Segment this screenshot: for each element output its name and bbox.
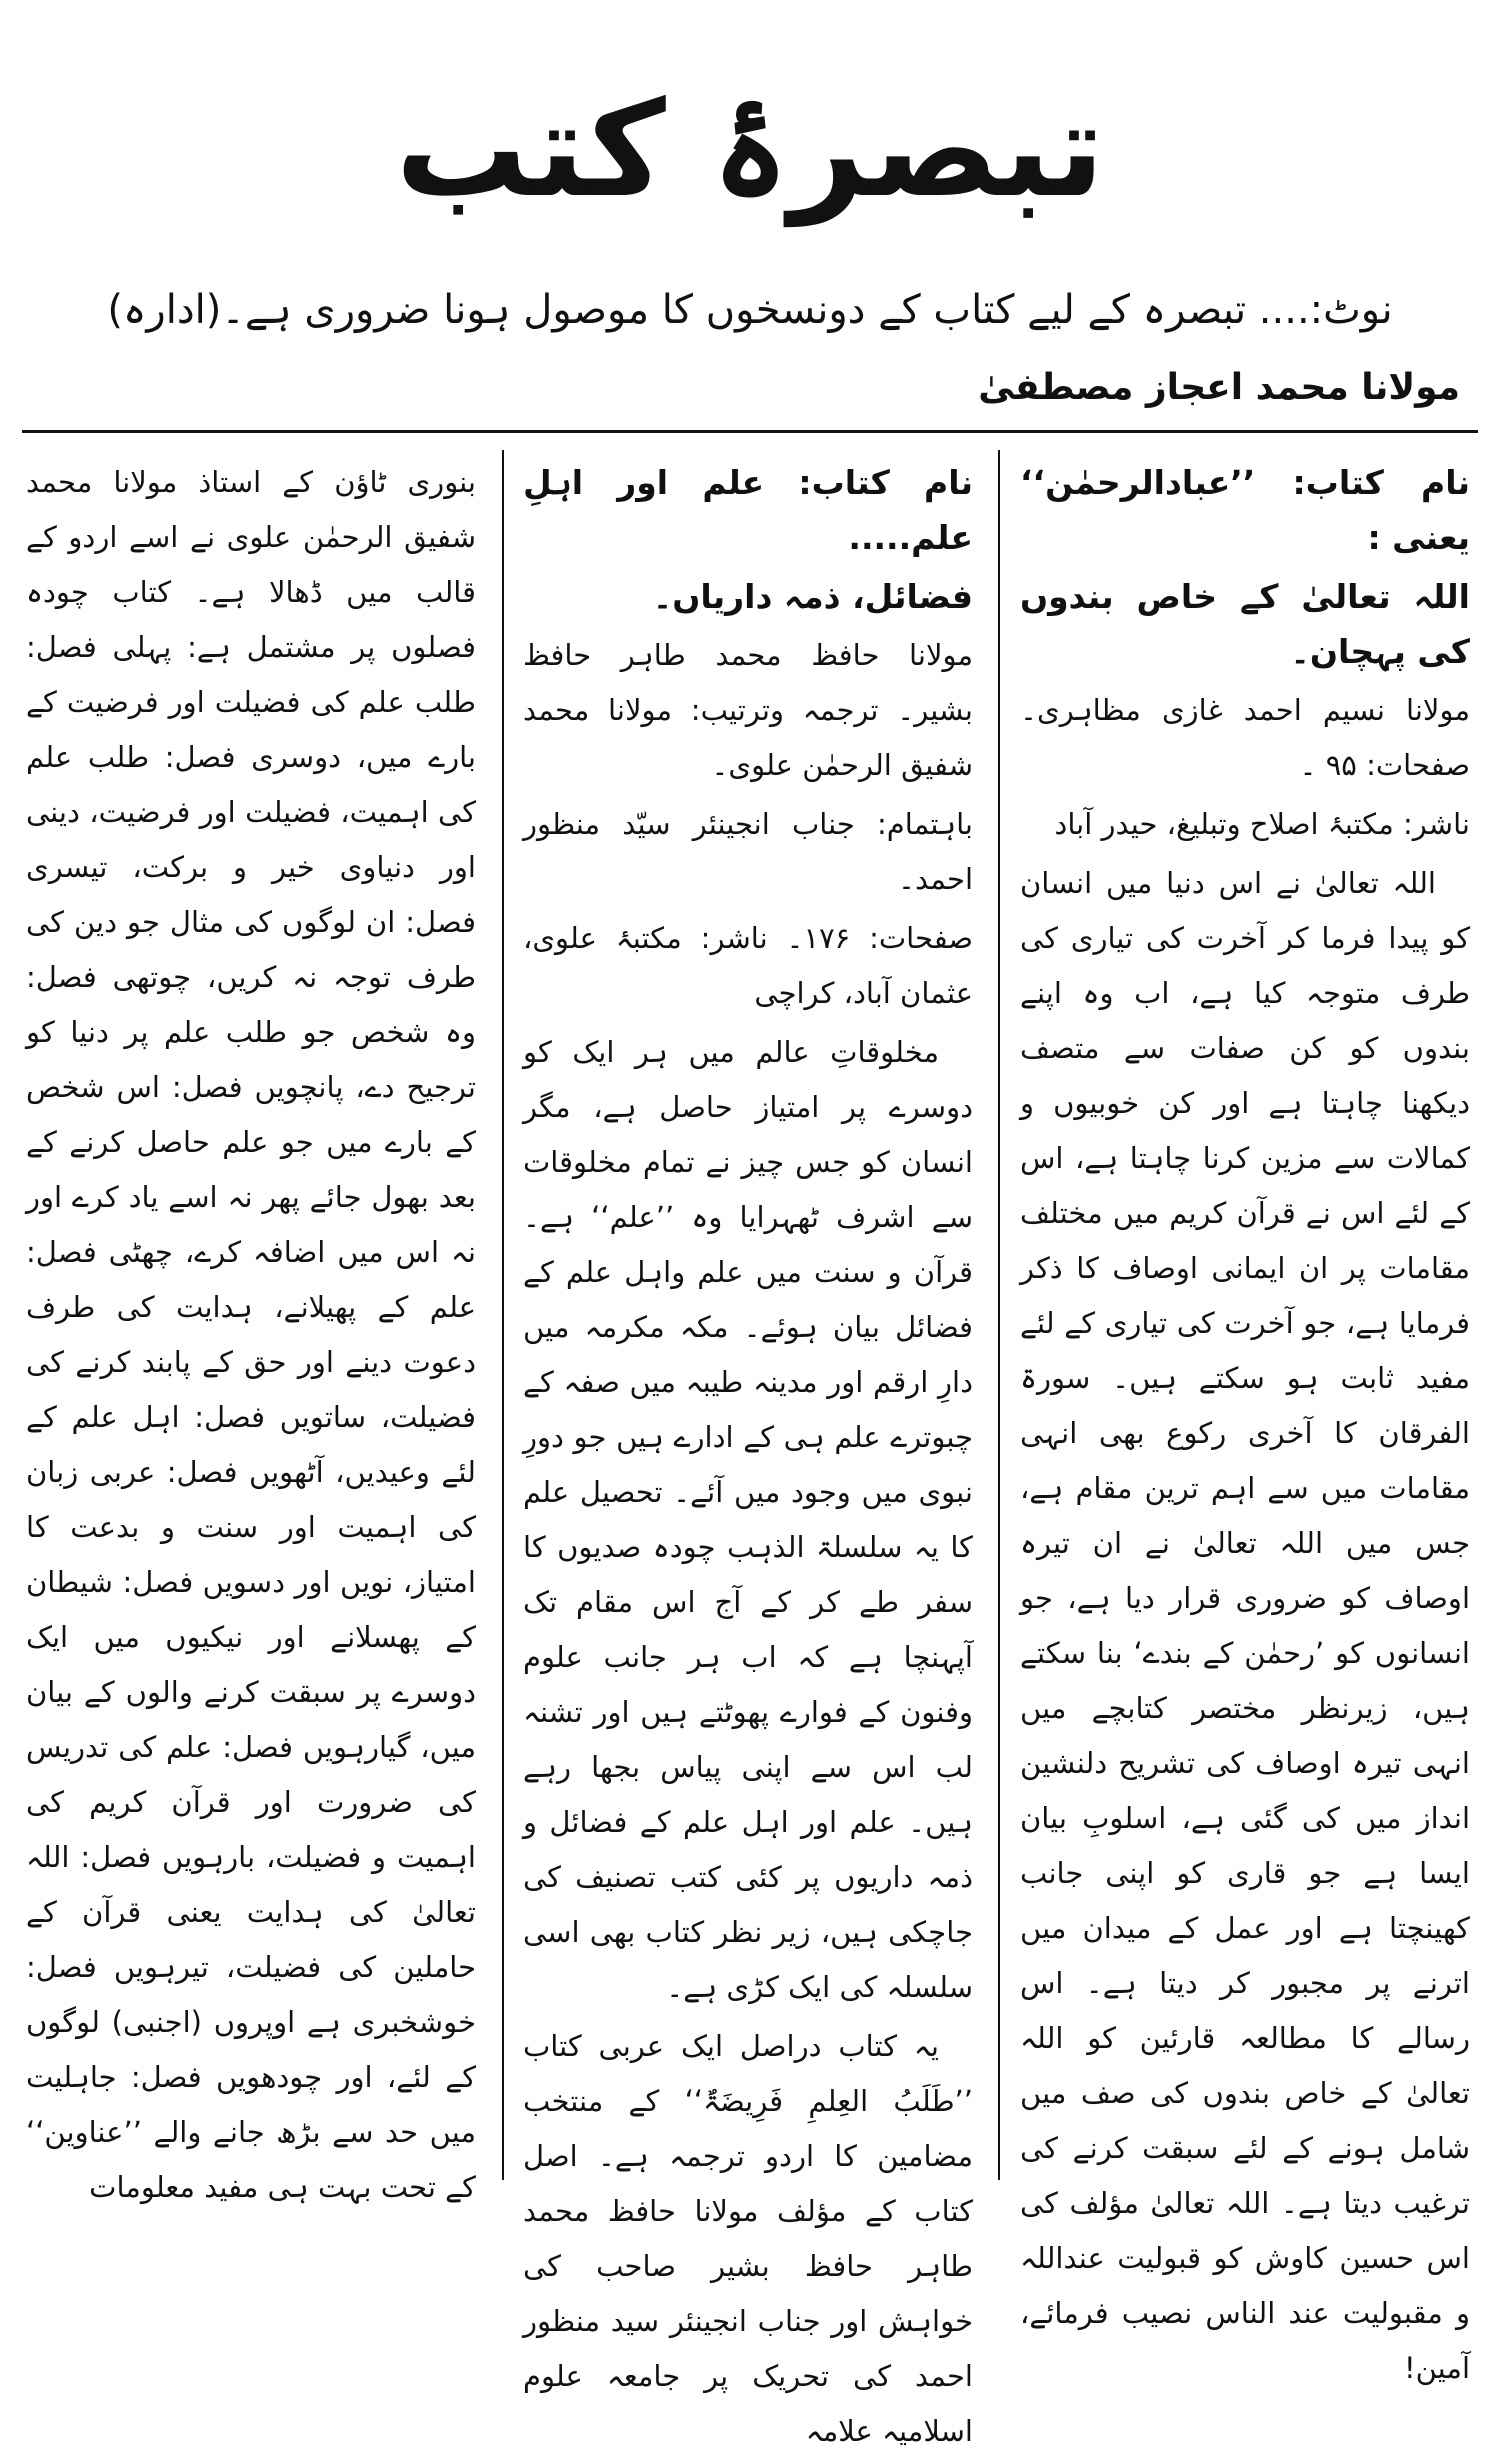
review-body: اللہ تعالیٰ نے اس دنیا میں انسان کو پیدا فرما کر آخرت کی تیاری کی طرف متوجہ کیا ہے، اب وہ اپنے بندوں کو کن صفات سے متصف دیکھنا چاہتا ہے اور کن خوبیوں و کمالات سے مزین کرنا چاہتا ہے، اس کے لئے اس نے قرآن کریم میں مختلف مقامات پر ان ایمانی اوصاف کا ذکر فرمایا ہے، جو آخرت کی تیاری کے لئے مفید ثابت ہو سکتے ہیں۔ سورۃ الفرقان کا آخری رکوع بھی انہی مقامات میں سے اہم ترین مقام ہے، جس میں اللہ تعالیٰ نے ان تیرہ اوصاف کو ضروری قرار دیا ہے، جو انسانوں کو ’رحمٰن کے بندے‘ بنا سکتے ہیں، زیرنظر مختصر کتابچے میں انہی تیرہ اوصاف کی تشریح دلنشین انداز میں کی گئی ہے، اسلوبِ بیان ایسا ہے جو قاری کو اپنی جانب کھینچتا ہے اور عمل کے میدان میں اترنے پر مجبور کر دیتا ہے۔ اس رسالے کا مطالعہ قارئین کو اللہ تعالیٰ کے خاص بندوں کی صف میں شامل ہونے کے لئے سبقت کرنے کی ترغیب دیتا ہے۔ اللہ تعالیٰ مؤلف کی اس حسین کاوش کو قبولیت عنداللہ و مقبولیت عند الناس نصیب فرمائے، آمین!: [1020, 866, 1470, 2385]
page-title: تبصرۂ کتب: [395, 73, 1105, 227]
book-author-pages: مولانا نسیم احمد غازی مظاہری۔ صفحات: ۹۵ ۔: [1020, 693, 1470, 782]
book-sponsor: باہتمام: جناب انجینئر سیّد منظور احمد۔: [523, 807, 973, 896]
column-divider: [998, 450, 1000, 2180]
book-author-translator: مولانا حافظ محمد طاہر حافظ بشیر۔ ترجمہ وترتیب: مولانا محمد شفیق الرحمٰن علوی۔: [523, 638, 973, 782]
review-column-right: [1020, 455, 1470, 2385]
review-column-left: [26, 455, 476, 2204]
editorial-note: نوٹ:.... تبصرہ کے لیے کتاب کے دونسخوں کا موصول ہونا ضروری ہے۔(ادارہ): [107, 287, 1393, 333]
book-name-label: نام کتاب: علم اور اہلِ علم.....: [523, 463, 973, 557]
review-column-middle: [523, 455, 973, 2448]
review-body-continued: بنوری ٹاؤن کے استاذ مولانا محمد شفیق الرحمٰن علوی نے اسے اردو کے قالب میں ڈھالا ہے۔ کتاب چودہ فصلوں پر مشتمل ہے: پہلی فصل: طلب علم کی فضیلت اور فرضیت کے بارے میں، دوسری فصل: طلب علم کی اہمیت، فضیلت اور فرضیت، دینی اور دنیاوی خیر و برکت، تیسری فصل: ان لوگوں کی مثال جو دین کی طرف توجہ نہ کریں، چوتھی فصل: وہ شخص جو طلب علم پر دنیا کو ترجیح دے، پانچویں فصل: اس شخص کے بارے میں جو علم حاصل کرنے کے بعد بھول جائے پھر نہ اسے یاد کرے اور نہ اس میں اضافہ کرے، چھٹی فصل: علم کے پھیلانے، ہدایت کی طرف دعوت دینے اور حق کے پابند کرنے کی فضیلت، ساتویں فصل: اہل علم کے لئے وعیدیں، آٹھویں فصل: عربی زبان کی اہمیت اور سنت و بدعت کا امتیاز، نویں اور دسویں فصل: شیطان کے پھسلانے اور نیکیوں میں ایک دوسرے پر سبقت کرنے والوں کے بیان میں، گیارہویں فصل: علم کی تدریس کی ضرورت اور قرآن کریم کی اہمیت و فضیلت، بارہویں فصل: اللہ تعالیٰ کی ہدایت یعنی قرآن کے حاملین کی فضیلت، تیرہویں فصل: خوشخبری ہے اوپروں (اجنبی) لوگوں کے لئے، اور چودھویں فصل: جاہلیت میں حد سے بڑھ جانے والے ’’عناوین‘‘ کے تحت بہت ہی مفید معلومات: [26, 465, 476, 2204]
book-name-label: نام کتاب: ’’عبادالرحمٰن‘‘ یعنی :: [1020, 463, 1470, 557]
column-divider: [502, 450, 504, 2180]
book-title: اللہ تعالیٰ کے خاص بندوں کی پہچان۔: [1020, 577, 1470, 671]
header-rule: [22, 430, 1478, 433]
book-title: فضائل، ذمہ داریاں۔: [652, 577, 973, 616]
reviewer-byline: مولانا محمد اعجاز مصطفیٰ: [978, 367, 1460, 408]
book-publisher: ناشر: مکتبۂ اصلاح وتبلیغ، حیدر آباد: [1054, 807, 1470, 841]
review-body: یہ کتاب دراصل ایک عربی کتاب ’’طَلَبُ العِلمِ فَرِیضَۃٌ‘‘ کے منتخب مضامین کا اردو ترجمہ ہے۔ اصل کتاب کے مؤلف مولانا حافظ محمد طاہر حافظ بشیر صاحب کی خواہش اور جناب انجینئر سید منظور احمد کی تحریک پر جامعہ علوم اسلامیہ علامہ: [523, 2029, 973, 2448]
book-pages-publisher: صفحات: ۱۷۶۔ ناشر: مکتبۂ علوی، عثمان آباد، کراچی: [523, 921, 973, 1010]
review-body: مخلوقاتِ عالم میں ہر ایک کو دوسرے پر امتیاز حاصل ہے، مگر انسان کو جس چیز نے تمام مخلوقات سے اشرف ٹھہرایا وہ ’’علم‘‘ ہے۔ قرآن و سنت میں علم واہل علم کے فضائل بیان ہوئے۔ مکہ مکرمہ میں دارِ ارقم اور مدینہ طیبہ میں صفہ کے چبوترے علم ہی کے ادارے ہیں جو دورِ نبوی میں وجود میں آئے۔ تحصیل علم کا یہ سلسلۃ الذہب چودہ صدیوں کا سفر طے کر کے آج اس مقام تک آپہنچا ہے کہ اب ہر جانب علوم وفنون کے فوارے پھوٹتے ہیں اور تشنہ لب اس سے اپنی پیاس بجھا رہے ہیں۔ علم اور اہل علم کے فضائل و ذمہ داریوں پر کئی کتب تصنیف کی جاچکی ہیں، زیر نظر کتاب بھی اسی سلسلہ کی ایک کڑی ہے۔: [523, 1035, 973, 2004]
